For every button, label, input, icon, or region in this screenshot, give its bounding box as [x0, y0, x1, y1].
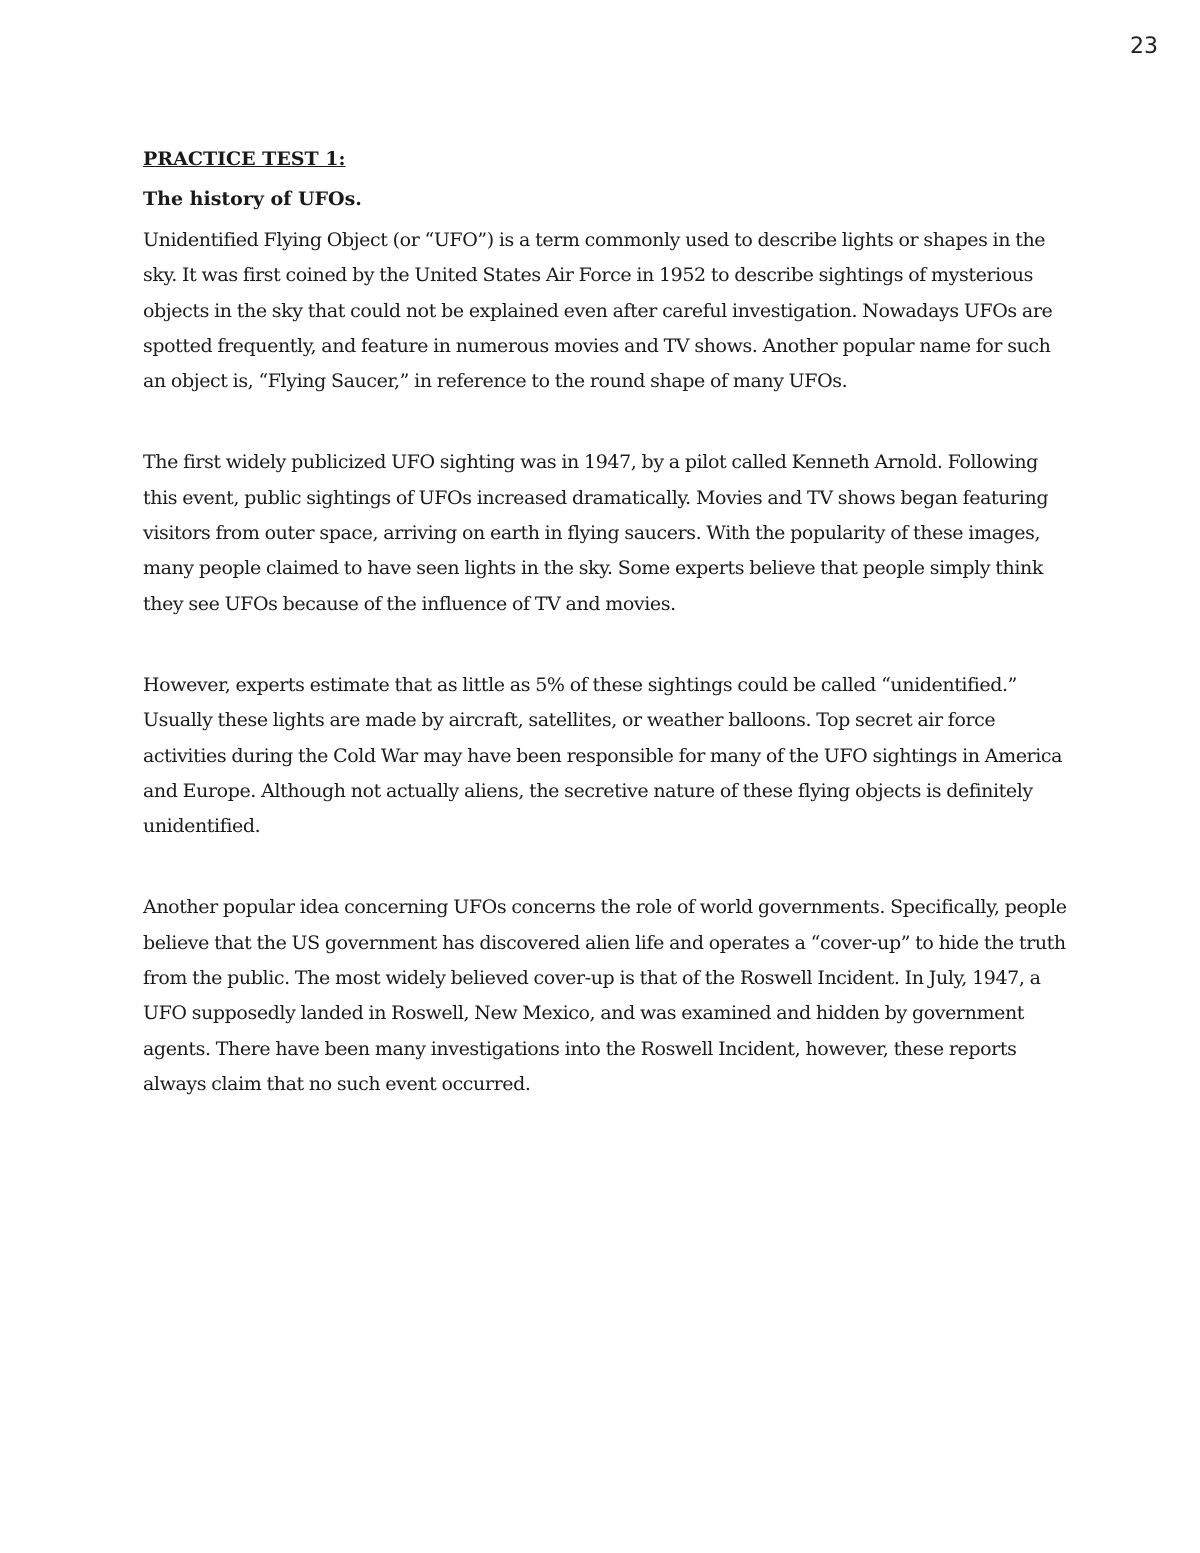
paragraph-3: However, experts estimate that as little as 5% of these sightings could be called “unidentified.” Usually these lights are made by aircraft, satellites, or weather balloons. Top secret air force activities during the Cold War may have been responsible for many of the UFO sightings in America and Europe. Although not actually aliens, the secretive nature of these flying objects is definitely unidentified. [143, 673, 1063, 838]
article-title: The history of UFOs. [143, 188, 362, 210]
page-number: 23 [1130, 34, 1158, 59]
document-body [143, 145, 1073, 1148]
test-title: PRACTICE TEST 1: [143, 148, 346, 170]
paragraph-4: Another popular idea concerning UFOs concerns the role of world governments. Specifically, people believe that the US government has discovered alien life and operates a “cover-up” to hide the truth from the public. The most widely believed cover-up is that of the Roswell Incident. In July, 1947, a UFO supposedly landed in Roswell, New Mexico, and was examined and hidden by government agents. There have been many investigations into the Roswell Incident, however, these reports always claim that no such event occurred. [143, 896, 1067, 1095]
paragraph-2: The first widely publicized UFO sighting was in 1947, by a pilot called Kenneth Arnold. Following this event, public sightings of UFOs increased dramatically. Movies and TV shows began featuring visitors from outer space, arriving on earth in flying saucers. With the popularity of these images, many people claimed to have seen lights in the sky. Some experts believe that people simply think they see UFOs because of the influence of TV and movies. [143, 451, 1049, 615]
paragraph-1: Unidentified Flying Object (or “UFO”) is a term commonly used to describe lights or shapes in the sky. It was first coined by the United States Air Force in 1952 to describe sightings of mysterious objects in the sky that could not be explained even after careful investigation. Nowadays UFOs are spotted frequently, and feature in numerous movies and TV shows. Another popular name for such an object is, “Flying Saucer,” in reference to the round shape of many UFOs. [143, 229, 1053, 393]
